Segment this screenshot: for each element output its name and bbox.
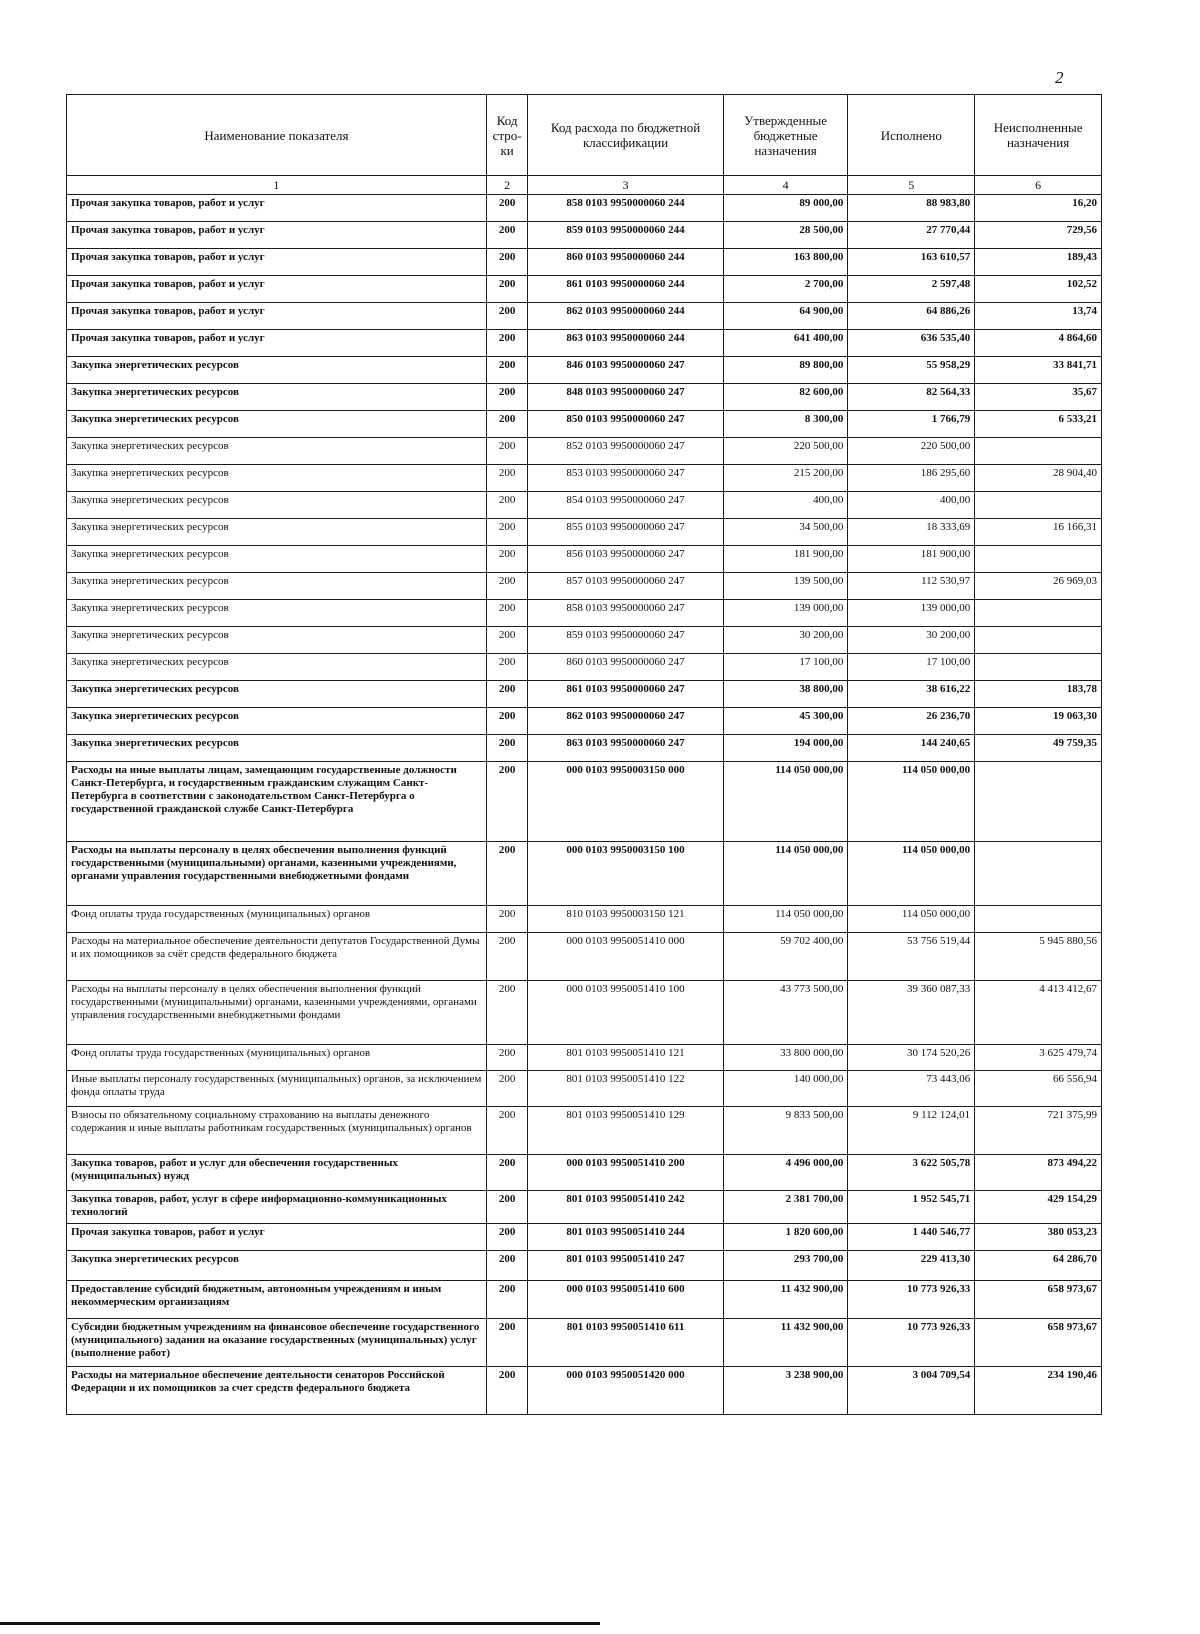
row-expense-code-cell: 000 0103 9950051410 200 — [528, 1155, 723, 1191]
row-name-cell: Расходы на материальное обеспечение деятельности сенаторов Российской Федерации и их помощников за счет средств федерального бюджета — [67, 1367, 487, 1415]
table-row — [67, 222, 1102, 249]
row-expense-code-cell: 000 0103 9950051420 000 — [528, 1367, 723, 1415]
row-unexecuted-cell: 658 973,67 — [975, 1281, 1102, 1319]
table-row — [67, 906, 1102, 933]
row-line-code-cell: 200 — [486, 330, 528, 357]
row-executed-cell: 64 886,26 — [848, 303, 975, 330]
column-number: 1 — [67, 176, 487, 195]
table-row — [67, 195, 1102, 222]
row-unexecuted-cell — [975, 492, 1102, 519]
row-executed-cell: 18 333,69 — [848, 519, 975, 546]
row-expense-code-cell: 848 0103 9950000060 247 — [528, 384, 723, 411]
table-row — [67, 600, 1102, 627]
row-line-code-cell: 200 — [486, 1319, 528, 1367]
row-expense-code-cell: 861 0103 9950000060 247 — [528, 681, 723, 708]
row-expense-code-cell: 863 0103 9950000060 244 — [528, 330, 723, 357]
row-unexecuted-cell: 3 625 479,74 — [975, 1045, 1102, 1071]
row-approved-cell: 34 500,00 — [723, 519, 848, 546]
row-expense-code-cell: 862 0103 9950000060 247 — [528, 708, 723, 735]
row-approved-cell: 43 773 500,00 — [723, 981, 848, 1045]
row-expense-code-cell: 858 0103 9950000060 247 — [528, 600, 723, 627]
row-expense-code-cell: 853 0103 9950000060 247 — [528, 465, 723, 492]
row-unexecuted-cell: 49 759,35 — [975, 735, 1102, 762]
row-executed-cell: 53 756 519,44 — [848, 933, 975, 981]
row-executed-cell: 27 770,44 — [848, 222, 975, 249]
row-unexecuted-cell: 189,43 — [975, 249, 1102, 276]
table-row — [67, 762, 1102, 842]
row-name-cell: Предоставление субсидий бюджетным, автономным учреждениям и иным некоммерческим организациям — [67, 1281, 487, 1319]
row-name-cell: Закупка энергетических ресурсов — [67, 681, 487, 708]
row-executed-cell: 30 200,00 — [848, 627, 975, 654]
row-executed-cell: 1 766,79 — [848, 411, 975, 438]
table-row — [67, 1107, 1102, 1155]
row-executed-cell: 26 236,70 — [848, 708, 975, 735]
row-unexecuted-cell — [975, 906, 1102, 933]
column-number: 6 — [975, 176, 1102, 195]
row-name-cell: Закупка энергетических ресурсов — [67, 735, 487, 762]
row-approved-cell: 9 833 500,00 — [723, 1107, 848, 1155]
row-expense-code-cell: 801 0103 9950051410 129 — [528, 1107, 723, 1155]
row-approved-cell: 114 050 000,00 — [723, 762, 848, 842]
row-approved-cell: 28 500,00 — [723, 222, 848, 249]
table-row — [67, 276, 1102, 303]
header-line-code: Код стро-ки — [486, 95, 528, 176]
row-unexecuted-cell: 28 904,40 — [975, 465, 1102, 492]
row-approved-cell: 64 900,00 — [723, 303, 848, 330]
budget-report-table — [66, 94, 1102, 1415]
table-row — [67, 1319, 1102, 1367]
row-line-code-cell: 200 — [486, 762, 528, 842]
row-executed-cell: 181 900,00 — [848, 546, 975, 573]
row-line-code-cell: 200 — [486, 627, 528, 654]
row-executed-cell: 144 240,65 — [848, 735, 975, 762]
row-approved-cell: 30 200,00 — [723, 627, 848, 654]
row-line-code-cell: 200 — [486, 1281, 528, 1319]
row-line-code-cell: 200 — [486, 1045, 528, 1071]
row-line-code-cell: 200 — [486, 546, 528, 573]
header-unexecuted: Неисполненные назначения — [975, 95, 1102, 176]
row-name-cell: Расходы на выплаты персоналу в целях обеспечения выполнения функций государственными (муниципальными) органами, казенными учреждениями, органами управления государственными внебюджетными фондами — [67, 842, 487, 906]
row-approved-cell: 641 400,00 — [723, 330, 848, 357]
row-approved-cell: 11 432 900,00 — [723, 1281, 848, 1319]
row-unexecuted-cell: 4 413 412,67 — [975, 981, 1102, 1045]
row-name-cell: Фонд оплаты труда государственных (муниципальных) органов — [67, 1045, 487, 1071]
row-expense-code-cell: 000 0103 9950051410 000 — [528, 933, 723, 981]
page-number: 2 — [1055, 68, 1064, 87]
table-row — [67, 842, 1102, 906]
row-expense-code-cell: 856 0103 9950000060 247 — [528, 546, 723, 573]
table-row — [67, 1281, 1102, 1319]
row-line-code-cell: 200 — [486, 1191, 528, 1224]
row-approved-cell: 4 496 000,00 — [723, 1155, 848, 1191]
table-row — [67, 627, 1102, 654]
table-row — [67, 411, 1102, 438]
row-unexecuted-cell: 380 053,23 — [975, 1224, 1102, 1251]
row-unexecuted-cell: 66 556,94 — [975, 1071, 1102, 1107]
row-expense-code-cell: 861 0103 9950000060 244 — [528, 276, 723, 303]
row-line-code-cell: 200 — [486, 1071, 528, 1107]
row-unexecuted-cell: 102,52 — [975, 276, 1102, 303]
row-line-code-cell: 200 — [486, 708, 528, 735]
row-line-code-cell: 200 — [486, 1367, 528, 1415]
header-name: Наименование показателя — [67, 95, 487, 176]
row-executed-cell: 38 616,22 — [848, 681, 975, 708]
row-approved-cell: 38 800,00 — [723, 681, 848, 708]
header-executed: Исполнено — [848, 95, 975, 176]
table-row — [67, 1191, 1102, 1224]
row-unexecuted-cell: 658 973,67 — [975, 1319, 1102, 1367]
table-body — [67, 195, 1102, 1415]
row-approved-cell: 17 100,00 — [723, 654, 848, 681]
row-approved-cell: 89 800,00 — [723, 357, 848, 384]
row-unexecuted-cell — [975, 600, 1102, 627]
row-line-code-cell: 200 — [486, 600, 528, 627]
row-unexecuted-cell: 19 063,30 — [975, 708, 1102, 735]
row-expense-code-cell: 801 0103 9950051410 121 — [528, 1045, 723, 1071]
row-executed-cell: 1 440 546,77 — [848, 1224, 975, 1251]
row-unexecuted-cell: 33 841,71 — [975, 357, 1102, 384]
row-line-code-cell: 200 — [486, 1224, 528, 1251]
row-unexecuted-cell: 16,20 — [975, 195, 1102, 222]
row-unexecuted-cell — [975, 546, 1102, 573]
column-number: 5 — [848, 176, 975, 195]
row-unexecuted-cell: 6 533,21 — [975, 411, 1102, 438]
row-unexecuted-cell — [975, 627, 1102, 654]
column-number: 4 — [723, 176, 848, 195]
table-row — [67, 981, 1102, 1045]
row-expense-code-cell: 000 0103 9950051410 100 — [528, 981, 723, 1045]
row-executed-cell: 39 360 087,33 — [848, 981, 975, 1045]
row-approved-cell: 293 700,00 — [723, 1251, 848, 1281]
row-name-cell: Прочая закупка товаров, работ и услуг — [67, 330, 487, 357]
row-executed-cell: 82 564,33 — [848, 384, 975, 411]
row-executed-cell: 3 622 505,78 — [848, 1155, 975, 1191]
row-line-code-cell: 200 — [486, 1107, 528, 1155]
row-name-cell: Прочая закупка товаров, работ и услуг — [67, 249, 487, 276]
row-approved-cell: 2 700,00 — [723, 276, 848, 303]
row-executed-cell: 229 413,30 — [848, 1251, 975, 1281]
row-unexecuted-cell: 873 494,22 — [975, 1155, 1102, 1191]
row-expense-code-cell: 000 0103 9950003150 100 — [528, 842, 723, 906]
row-line-code-cell: 200 — [486, 906, 528, 933]
table-row — [67, 1155, 1102, 1191]
row-name-cell: Взносы по обязательному социальному страхованию на выплаты денежного содержания и иные выплаты работникам государственных (муниципальных) органов — [67, 1107, 487, 1155]
scan-edge-line — [0, 1622, 600, 1625]
row-unexecuted-cell: 729,56 — [975, 222, 1102, 249]
row-line-code-cell: 200 — [486, 735, 528, 762]
row-executed-cell: 10 773 926,33 — [848, 1319, 975, 1367]
row-unexecuted-cell — [975, 762, 1102, 842]
row-executed-cell: 10 773 926,33 — [848, 1281, 975, 1319]
row-approved-cell: 2 381 700,00 — [723, 1191, 848, 1224]
table-row — [67, 465, 1102, 492]
row-executed-cell: 17 100,00 — [848, 654, 975, 681]
row-name-cell: Субсидии бюджетным учреждениям на финансовое обеспечение государственного (муниципального) задания на оказание государственных (муниципальных) услуг (выполнение работ) — [67, 1319, 487, 1367]
row-line-code-cell: 200 — [486, 981, 528, 1045]
row-expense-code-cell: 859 0103 9950000060 247 — [528, 627, 723, 654]
row-line-code-cell: 200 — [486, 1155, 528, 1191]
row-expense-code-cell: 810 0103 9950003150 121 — [528, 906, 723, 933]
row-expense-code-cell: 850 0103 9950000060 247 — [528, 411, 723, 438]
row-line-code-cell: 200 — [486, 842, 528, 906]
row-expense-code-cell: 859 0103 9950000060 244 — [528, 222, 723, 249]
row-unexecuted-cell: 64 286,70 — [975, 1251, 1102, 1281]
row-executed-cell: 114 050 000,00 — [848, 762, 975, 842]
row-line-code-cell: 200 — [486, 573, 528, 600]
row-unexecuted-cell: 26 969,03 — [975, 573, 1102, 600]
row-executed-cell: 73 443,06 — [848, 1071, 975, 1107]
row-name-cell: Прочая закупка товаров, работ и услуг — [67, 195, 487, 222]
row-name-cell: Расходы на материальное обеспечение деятельности депутатов Государственной Думы и их помощников за счёт средств федерального бюджета — [67, 933, 487, 981]
column-number-row — [67, 176, 1102, 195]
row-unexecuted-cell: 35,67 — [975, 384, 1102, 411]
row-executed-cell: 55 958,29 — [848, 357, 975, 384]
row-line-code-cell: 200 — [486, 438, 528, 465]
table-row — [67, 681, 1102, 708]
row-expense-code-cell: 854 0103 9950000060 247 — [528, 492, 723, 519]
table-row — [67, 303, 1102, 330]
row-expense-code-cell: 855 0103 9950000060 247 — [528, 519, 723, 546]
row-line-code-cell: 200 — [486, 411, 528, 438]
row-line-code-cell: 200 — [486, 249, 528, 276]
row-unexecuted-cell: 5 945 880,56 — [975, 933, 1102, 981]
table-row — [67, 654, 1102, 681]
row-executed-cell: 3 004 709,54 — [848, 1367, 975, 1415]
row-approved-cell: 1 820 600,00 — [723, 1224, 848, 1251]
row-line-code-cell: 200 — [486, 933, 528, 981]
row-line-code-cell: 200 — [486, 276, 528, 303]
row-expense-code-cell: 801 0103 9950051410 244 — [528, 1224, 723, 1251]
row-name-cell: Закупка товаров, работ, услуг в сфере информационно-коммуникационных технологий — [67, 1191, 487, 1224]
row-expense-code-cell: 801 0103 9950051410 122 — [528, 1071, 723, 1107]
row-approved-cell: 45 300,00 — [723, 708, 848, 735]
column-number: 3 — [528, 176, 723, 195]
row-approved-cell: 215 200,00 — [723, 465, 848, 492]
row-approved-cell: 140 000,00 — [723, 1071, 848, 1107]
row-name-cell: Закупка энергетических ресурсов — [67, 1251, 487, 1281]
row-executed-cell: 114 050 000,00 — [848, 842, 975, 906]
row-approved-cell: 33 800 000,00 — [723, 1045, 848, 1071]
row-approved-cell: 194 000,00 — [723, 735, 848, 762]
header-row — [67, 95, 1102, 176]
row-expense-code-cell: 846 0103 9950000060 247 — [528, 357, 723, 384]
row-executed-cell: 112 530,97 — [848, 573, 975, 600]
row-executed-cell: 30 174 520,26 — [848, 1045, 975, 1071]
row-expense-code-cell: 852 0103 9950000060 247 — [528, 438, 723, 465]
header-approved: Утвержденные бюджетные назначения — [723, 95, 848, 176]
row-unexecuted-cell: 4 864,60 — [975, 330, 1102, 357]
row-name-cell: Закупка энергетических ресурсов — [67, 438, 487, 465]
row-unexecuted-cell: 234 190,46 — [975, 1367, 1102, 1415]
row-expense-code-cell: 857 0103 9950000060 247 — [528, 573, 723, 600]
row-expense-code-cell: 000 0103 9950051410 600 — [528, 1281, 723, 1319]
row-approved-cell: 114 050 000,00 — [723, 906, 848, 933]
row-unexecuted-cell: 13,74 — [975, 303, 1102, 330]
row-name-cell: Закупка товаров, работ и услуг для обеспечения государственных (муниципальных) нужд — [67, 1155, 487, 1191]
row-executed-cell: 1 952 545,71 — [848, 1191, 975, 1224]
row-line-code-cell: 200 — [486, 465, 528, 492]
row-executed-cell: 9 112 124,01 — [848, 1107, 975, 1155]
row-name-cell: Прочая закупка товаров, работ и услуг — [67, 276, 487, 303]
row-name-cell: Закупка энергетических ресурсов — [67, 546, 487, 573]
table-row — [67, 519, 1102, 546]
row-expense-code-cell: 801 0103 9950051410 611 — [528, 1319, 723, 1367]
table-row — [67, 330, 1102, 357]
row-name-cell: Закупка энергетических ресурсов — [67, 519, 487, 546]
row-expense-code-cell: 000 0103 9950003150 000 — [528, 762, 723, 842]
row-line-code-cell: 200 — [486, 384, 528, 411]
row-line-code-cell: 200 — [486, 1251, 528, 1281]
table-row — [67, 357, 1102, 384]
row-line-code-cell: 200 — [486, 519, 528, 546]
row-expense-code-cell: 860 0103 9950000060 247 — [528, 654, 723, 681]
row-expense-code-cell: 860 0103 9950000060 244 — [528, 249, 723, 276]
row-name-cell: Расходы на иные выплаты лицам, замещающим государственные должности Санкт-Петербурга, и государственным гражданским служащим Санкт-Петербурга в соответствии с законодательством Санкт-Петербурга о государственной гражданской службе Санкт-Петербурга — [67, 762, 487, 842]
row-line-code-cell: 200 — [486, 492, 528, 519]
row-unexecuted-cell — [975, 654, 1102, 681]
row-name-cell: Закупка энергетических ресурсов — [67, 357, 487, 384]
row-name-cell: Прочая закупка товаров, работ и услуг — [67, 222, 487, 249]
row-unexecuted-cell: 16 166,31 — [975, 519, 1102, 546]
row-line-code-cell: 200 — [486, 222, 528, 249]
row-expense-code-cell: 801 0103 9950051410 247 — [528, 1251, 723, 1281]
row-line-code-cell: 200 — [486, 654, 528, 681]
row-unexecuted-cell: 721 375,99 — [975, 1107, 1102, 1155]
row-name-cell: Иные выплаты персоналу государственных (муниципальных) органов, за исключением фонда оплаты труда — [67, 1071, 487, 1107]
row-name-cell: Расходы на выплаты персоналу в целях обеспечения выполнения функций государственными (муниципальными) органами, казенными учреждениями, органами управления государственными внебюджетными фондами — [67, 981, 487, 1045]
row-name-cell: Закупка энергетических ресурсов — [67, 384, 487, 411]
row-approved-cell: 400,00 — [723, 492, 848, 519]
table-row — [67, 735, 1102, 762]
row-name-cell: Закупка энергетических ресурсов — [67, 627, 487, 654]
row-expense-code-cell: 862 0103 9950000060 244 — [528, 303, 723, 330]
row-executed-cell: 163 610,57 — [848, 249, 975, 276]
row-executed-cell: 88 983,80 — [848, 195, 975, 222]
column-number: 2 — [486, 176, 528, 195]
table-row — [67, 573, 1102, 600]
row-approved-cell: 82 600,00 — [723, 384, 848, 411]
row-unexecuted-cell: 429 154,29 — [975, 1191, 1102, 1224]
table-row — [67, 708, 1102, 735]
row-approved-cell: 163 800,00 — [723, 249, 848, 276]
row-executed-cell: 636 535,40 — [848, 330, 975, 357]
row-approved-cell: 139 500,00 — [723, 573, 848, 600]
table-row — [67, 384, 1102, 411]
row-name-cell: Закупка энергетических ресурсов — [67, 411, 487, 438]
row-name-cell: Прочая закупка товаров, работ и услуг — [67, 303, 487, 330]
row-name-cell: Прочая закупка товаров, работ и услуг — [67, 1224, 487, 1251]
row-approved-cell: 114 050 000,00 — [723, 842, 848, 906]
row-executed-cell: 139 000,00 — [848, 600, 975, 627]
row-name-cell: Закупка энергетических ресурсов — [67, 492, 487, 519]
table-row — [67, 1071, 1102, 1107]
row-executed-cell: 186 295,60 — [848, 465, 975, 492]
table-row — [67, 1367, 1102, 1415]
row-executed-cell: 2 597,48 — [848, 276, 975, 303]
row-line-code-cell: 200 — [486, 357, 528, 384]
row-approved-cell: 11 432 900,00 — [723, 1319, 848, 1367]
row-name-cell: Закупка энергетических ресурсов — [67, 654, 487, 681]
row-approved-cell: 220 500,00 — [723, 438, 848, 465]
row-executed-cell: 220 500,00 — [848, 438, 975, 465]
row-approved-cell: 3 238 900,00 — [723, 1367, 848, 1415]
table-row — [67, 1251, 1102, 1281]
row-name-cell: Закупка энергетических ресурсов — [67, 573, 487, 600]
row-executed-cell: 114 050 000,00 — [848, 906, 975, 933]
row-line-code-cell: 200 — [486, 681, 528, 708]
table-row — [67, 933, 1102, 981]
row-unexecuted-cell: 183,78 — [975, 681, 1102, 708]
table-row — [67, 492, 1102, 519]
row-approved-cell: 139 000,00 — [723, 600, 848, 627]
table-row — [67, 1045, 1102, 1071]
row-unexecuted-cell — [975, 438, 1102, 465]
header-expense-code: Код расхода по бюджетной классификации — [528, 95, 723, 176]
row-executed-cell: 400,00 — [848, 492, 975, 519]
row-unexecuted-cell — [975, 842, 1102, 906]
table-row — [67, 546, 1102, 573]
row-approved-cell: 59 702 400,00 — [723, 933, 848, 981]
row-expense-code-cell: 801 0103 9950051410 242 — [528, 1191, 723, 1224]
row-line-code-cell: 200 — [486, 195, 528, 222]
row-name-cell: Закупка энергетических ресурсов — [67, 600, 487, 627]
row-line-code-cell: 200 — [486, 303, 528, 330]
table-row — [67, 438, 1102, 465]
table-row — [67, 1224, 1102, 1251]
row-name-cell: Закупка энергетических ресурсов — [67, 708, 487, 735]
row-expense-code-cell: 863 0103 9950000060 247 — [528, 735, 723, 762]
row-approved-cell: 8 300,00 — [723, 411, 848, 438]
row-name-cell: Закупка энергетических ресурсов — [67, 465, 487, 492]
table-row — [67, 249, 1102, 276]
row-name-cell: Фонд оплаты труда государственных (муниципальных) органов — [67, 906, 487, 933]
row-expense-code-cell: 858 0103 9950000060 244 — [528, 195, 723, 222]
row-approved-cell: 181 900,00 — [723, 546, 848, 573]
row-approved-cell: 89 000,00 — [723, 195, 848, 222]
